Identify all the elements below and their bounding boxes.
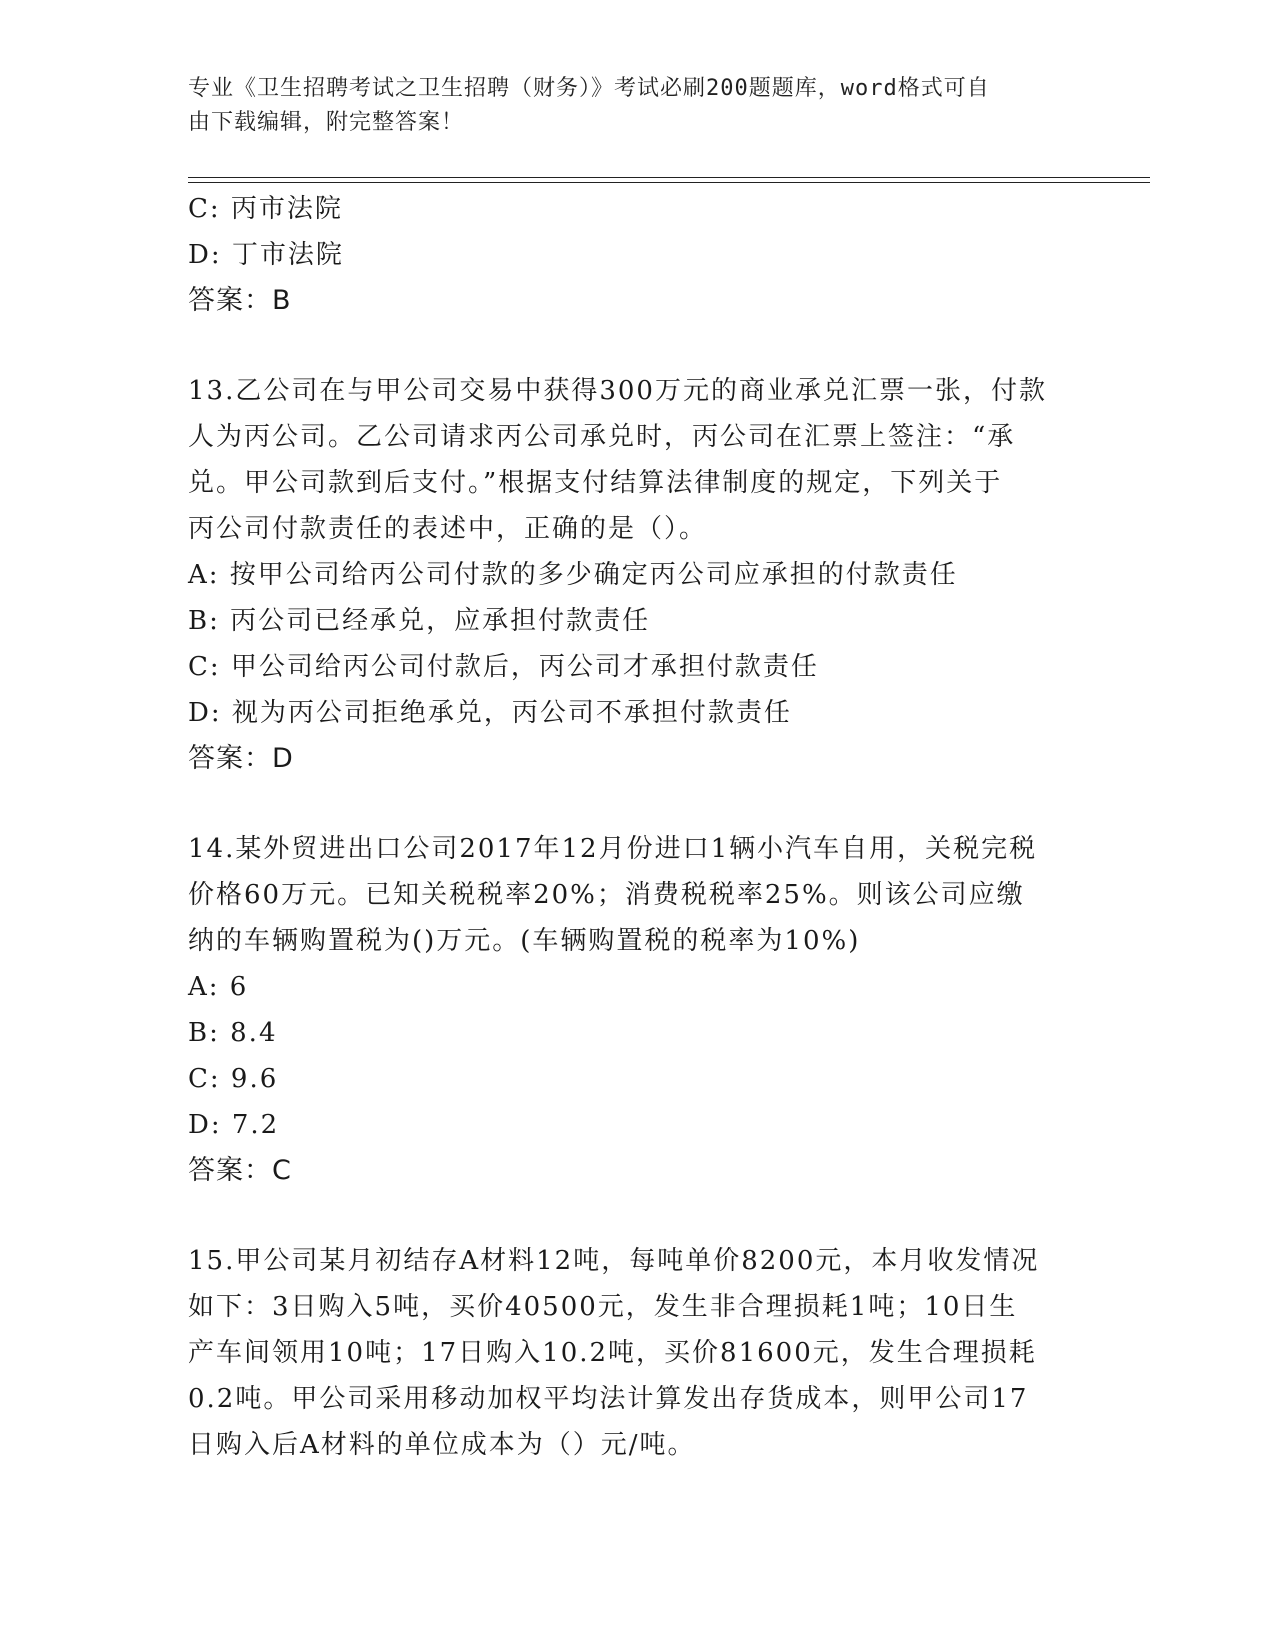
q14-stem-line: 14.某外贸进出口公司2017年12月份进口1辆小汽车自用，关税完税 — [188, 834, 1038, 864]
document-header — [188, 72, 1088, 140]
q15-stem-line: 日购入后A材料的单位成本为（）元/吨。 — [188, 1430, 696, 1460]
q12-option-c: C: 丙市法院 — [188, 194, 343, 224]
q14-option-c: C: 9.6 — [188, 1064, 279, 1094]
header-line-2: 由下载编辑，附完整答案！ — [188, 110, 465, 135]
spacer — [188, 782, 1088, 826]
q13-option-d: D: 视为丙公司拒绝承兑，丙公司不承担付款责任 — [188, 698, 792, 728]
question-12-tail — [188, 186, 1088, 324]
header-divider-top — [188, 177, 1150, 178]
q13-option-b: B: 丙公司已经承兑，应承担付款责任 — [188, 606, 651, 636]
q15-stem-line: 产车间领用10吨；17日购入10.2吨，买价81600元，发生合理损耗 — [188, 1338, 1037, 1368]
question-13 — [188, 368, 1088, 782]
q14-option-b: B: 8.4 — [188, 1018, 278, 1048]
q13-option-c: C: 甲公司给丙公司付款后，丙公司才承担付款责任 — [188, 652, 819, 682]
q12-answer: 答案：B — [188, 285, 292, 316]
header-divider-bottom — [188, 182, 1150, 183]
q12-option-d: D: 丁市法院 — [188, 240, 344, 270]
question-14 — [188, 826, 1088, 1194]
q13-stem-line: 丙公司付款责任的表述中，正确的是（）。 — [188, 514, 708, 544]
q14-stem-line: 纳的车辆购置税为()万元。(车辆购置税的税率为10%) — [188, 926, 861, 956]
q14-stem-line: 价格60万元。已知关税税率20%；消费税税率25%。则该公司应缴 — [188, 880, 1025, 910]
question-15 — [188, 1238, 1088, 1468]
q13-stem-line: 13.乙公司在与甲公司交易中获得300万元的商业承兑汇票一张，付款 — [188, 376, 1047, 406]
q13-stem-line: 兑。甲公司款到后支付。”根据支付结算法律制度的规定，下列关于 — [188, 468, 1003, 498]
spacer — [188, 324, 1088, 368]
q13-stem-line: 人为丙公司。乙公司请求丙公司承兑时，丙公司在汇票上签注：“承 — [188, 422, 1016, 452]
q13-answer: 答案：D — [188, 743, 294, 774]
q15-stem-line: 15.甲公司某月初结存A材料12吨，每吨单价8200元，本月收发情况 — [188, 1246, 1040, 1276]
q13-option-a: A: 按甲公司给丙公司付款的多少确定丙公司应承担的付款责任 — [188, 560, 958, 590]
question-list — [188, 186, 1088, 1468]
q15-stem-line: 0.2吨。甲公司采用移动加权平均法计算发出存货成本，则甲公司17 — [188, 1384, 1029, 1414]
q14-option-a: A: 6 — [188, 972, 249, 1002]
q14-option-d: D: 7.2 — [188, 1110, 280, 1140]
spacer — [188, 1194, 1088, 1238]
q15-stem-line: 如下：3日购入5吨，买价40500元，发生非合理损耗1吨；10日生 — [188, 1292, 1018, 1322]
q14-answer: 答案：C — [188, 1155, 292, 1186]
header-line-1: 专业《卫生招聘考试之卫生招聘（财务）》考试必刷200题题库，word格式可自 — [188, 76, 990, 101]
